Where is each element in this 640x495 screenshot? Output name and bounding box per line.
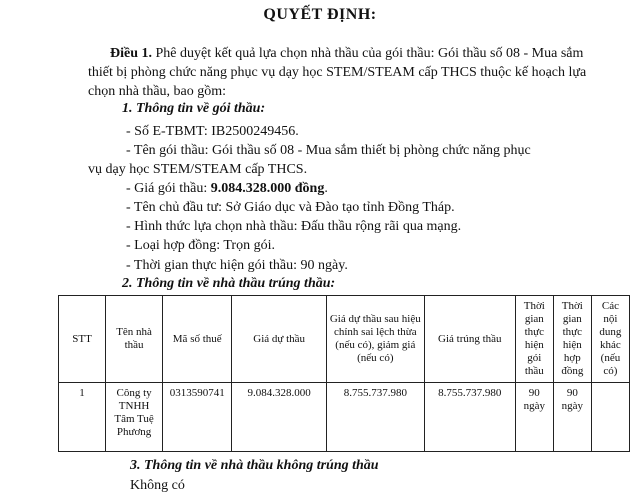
price-end: . — [324, 181, 328, 196]
duration-line: - Thời gian thực hiện gói thầu: 90 ngày. — [126, 258, 348, 273]
price-line — [126, 179, 328, 198]
cell-time-package: 90 ngày — [515, 383, 553, 452]
header-winning-price: Giá trúng thầu — [424, 296, 515, 383]
header-adjusted-price: Giá dự thầu sau hiệu chỉnh sai lệch thừa (nếu có), giảm giá (nếu có) — [326, 296, 424, 383]
price-label: - Giá gói thầu: — [126, 181, 211, 196]
cell-other — [591, 383, 629, 452]
cell-winning-price: 8.755.737.980 — [424, 383, 515, 452]
article-text: Phê duyệt kết quả lựa chọn nhà thầu của gói thầu: Gói thầu số 08 - Mua sắm thiết bị phòng chức năng phục vụ dạy học STEM/STEAM cấp THCS thuộc kế hoạch lựa chọn nhà thầu, bao gồm: — [88, 46, 587, 99]
section-3-heading: 3. Thông tin về nhà thầu không trúng thầu — [130, 458, 379, 473]
investor-line: - Tên chủ đầu tư: Sở Giáo dục và Đào tạo tỉnh Đồng Tháp. — [126, 200, 455, 215]
cell-bid-price: 9.084.328.000 — [232, 383, 326, 452]
document-title: QUYẾT ĐỊNH: — [263, 6, 377, 23]
table-row — [59, 383, 630, 452]
header-time-package: Thời gian thực hiện gói thầu — [515, 296, 553, 383]
cell-name: Công ty TNHH Tâm Tuệ Phương — [106, 383, 163, 452]
cell-stt: 1 — [59, 383, 106, 452]
no-losing-bidders-text: Không có — [130, 478, 185, 493]
header-name: Tên nhà thầu — [106, 296, 163, 383]
article-label: Điều 1. — [110, 46, 152, 61]
header-tax: Mã số thuế — [163, 296, 232, 383]
header-time-contract: Thời gian thực hiện hợp đồng — [553, 296, 591, 383]
cell-adjusted-price: 8.755.737.980 — [326, 383, 424, 452]
section-2-heading: 2. Thông tin về nhà thầu trúng thầu: — [122, 276, 336, 291]
contract-type-line: - Loại hợp đồng: Trọn gói. — [126, 238, 275, 253]
method-line: - Hình thức lựa chọn nhà thầu: Đấu thầu rộng rãi qua mạng. — [126, 219, 462, 234]
price-value: 9.084.328.000 đồng — [210, 181, 325, 196]
package-name-text: - Tên gói thầu: Gói thầu số 08 - Mua sắm thiết bị phòng chức năng phục vụ dạy học STEM/STEAM cấp THCS. — [88, 143, 531, 177]
package-name-line — [88, 141, 548, 179]
winning-bidder-table — [58, 295, 630, 452]
cell-tax: 0313590741 — [163, 383, 232, 452]
table-header-row — [59, 296, 630, 383]
section-1-heading: 1. Thông tin về gói thầu: — [122, 101, 266, 116]
header-other: Các nội dung khác (nếu có) — [591, 296, 629, 383]
article-1-paragraph — [88, 44, 608, 101]
header-bid-price: Giá dự thầu — [232, 296, 326, 383]
cell-time-contract: 90 ngày — [553, 383, 591, 452]
header-stt: STT — [59, 296, 106, 383]
tbmt-line: - Số E-TBMT: IB2500249456. — [126, 124, 299, 139]
